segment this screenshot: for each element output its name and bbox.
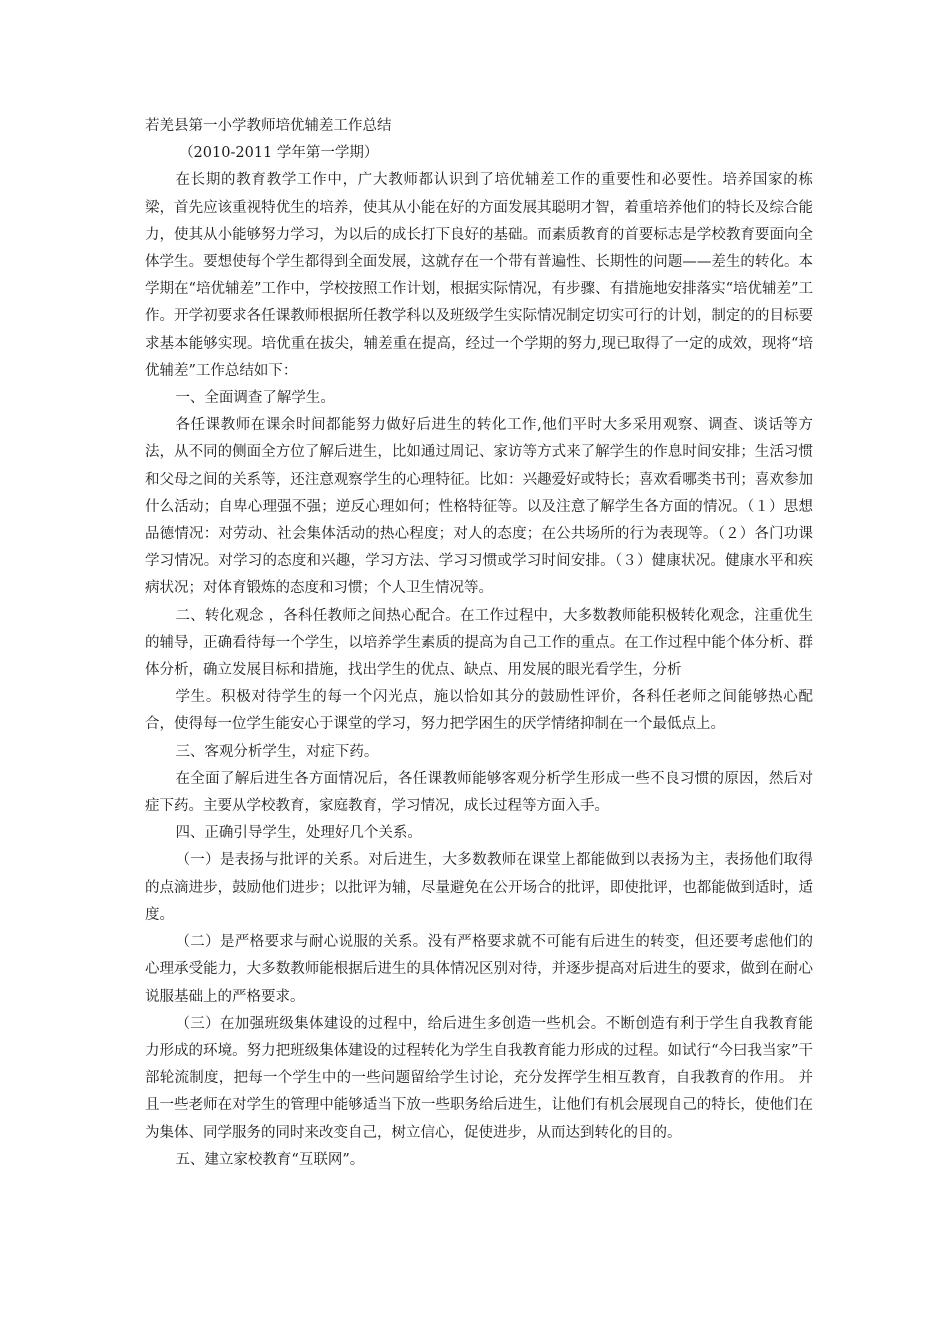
document-title: 若羌县第一小学教师培优辅差工作总结 <box>145 118 392 134</box>
paragraph-section-1: 各任课教师在课余时间都能努力做好后进生的转化工作,他们平时大多采用观察、调查、谈话等方法，从不同的侧面全方位了解后进生，比如通过周记、家访等方式来了解学生的作息时间安排；生活习惯和父母之间的关系等，还注意观察学生的心理特征。比如：兴趣爱好或特长；喜欢看哪类书刊；喜欢参加什么活动；自卑心理强不强；逆反心理如何；性格特征等。以及注意了解学生各方面的情况。（１）思想品德情况：对劳动、社会集体活动的热心程度；对人的态度；在公共场所的行为表现等。（２）各门功课学习情况。对学习的态度和兴趣，学习方法、学习习惯或学习时间安排。（３）健康状况。健康水平和疾病状况；对体育锻炼的态度和习惯；个人卫生情况等。 <box>145 417 813 597</box>
paragraph-section-3: 在全面了解后进生各方面情况后，各任课教师能够客观分析学生形成一些不良习惯的原因，然后对症下药。主要从学校教育，家庭教育，学习情况，成长过程等方面入手。 <box>145 770 813 815</box>
section-heading-2-paragraph: 二、转化观念 ，各科任教师之间热心配合。在工作过程中，大多数教师能积极转化观念，注重优生的辅导，正确看待每一个学生，以培养学生素质的提高为自己工作的重点。在工作过程中能个体分析、群体分析，确立发展目标和措施，找出学生的优点、缺点、用发展的眼光看学生，分析 <box>145 607 813 679</box>
document-page <box>145 113 813 1174</box>
section-heading-4: 四、正确引导学生，处理好几个关系。 <box>175 825 422 842</box>
paragraph-section-2-continued: 学生。积极对待学生的每一个闪光点，施以恰如其分的鼓励性评价，各科任老师之间能够热心配合，使得每一位学生能安心于课堂的学习，努力把学困生的厌学情绪抑制在一个最低点上。 <box>145 689 813 733</box>
paragraph-intro: 在长期的教育教学工作中，广大教师都认识到了培优辅差工作的重要性和必要性。培养国家的栋梁，首先应该重视特优生的培养，使其从小能在好的方面发展其聪明才智，着重培养他们的特长及综合能力，使其从小能够努力学习，为以后的成长打下良好的基础。而素质教育的首要标志是学校教育要面向全体学生。要想使每个学生都得到全面发展，这就存在一个带有普遍性、长期性的问题——差生的转化。本学期在“培优辅差”工作中，学校按照工作计划，根据实际情况，有步骤、有措施地安排落实“培优辅差”工作。开学初要求各任课教师根据所任教学科以及班级学生实际情况制定切实可行的计划，制定的的目标要求基本能够实现。培优重在拔尖，辅差重在提高，经过一个学期的努力,现已取得了一定的成效，现将“培优辅差”工作总结如下： <box>145 172 813 379</box>
paragraph-section-4-item-1: （一）是表扬与批评的关系。对后进生，大多数教师在课堂上都能做到以表扬为主，表扬他们取得的点滴进步，鼓励他们进步；以批评为辅，尽量避免在公开场合的批评，即使批评，也都能做到适时，适度。 <box>145 852 813 923</box>
paragraph-section-4-item-3: （三）在加强班级集体建设的过程中，给后进生多创造一些机会。不断创造有利于学生自我教育能力形成的环境。努力把班级集体建设的过程转化为学生自我教育能力形成的过程。如试行“今曰我当家”干部轮流制度，把每一个学生中的一些问题留给学生讨论，充分发挥学生相互教育，自我教育的作用。 并且一些老师在对学生的管理中能够适当下放一些职务给后进生，让他们有机会展现自己的特长，使他们在为集体、同学服务的同时来改变自己，树立信心，促使进步，从而达到转化的目的。 <box>145 1015 813 1141</box>
paragraph-section-4-item-2: （二）是严格要求与耐心说服的关系。没有严格要求就不可能有后进生的转变，但还要考虑他们的心理承受能力，大多数教师能根据后进生的具体情况区别对待，并逐步提高对后进生的要求，做到在耐心说服基础上的严格要求。 <box>145 934 813 1005</box>
section-heading-5: 五、建立家校教育“互联网”。 <box>175 1151 365 1168</box>
section-heading-1: 一、全面调查了解学生。 <box>175 390 335 407</box>
document-subtitle: （2010-2011 学年第一学期） <box>179 145 379 162</box>
section-heading-3: 三、客观分析学生，对症下药。 <box>175 743 379 760</box>
